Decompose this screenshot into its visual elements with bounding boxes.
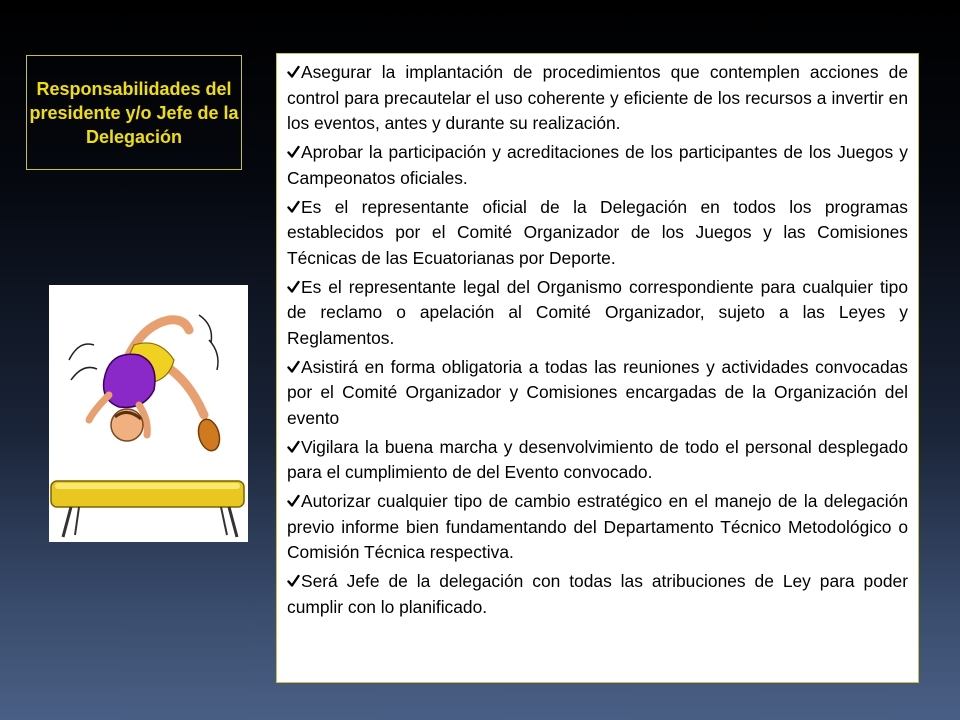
checkmark-icon [287,65,300,79]
responsibilities-panel [276,53,919,683]
bullet-text: Es el representante oficial de la Delegación en todos los programas establecidos por el Comité Organizador de los Juegos y las Comisiones Técnicas de las Ecuatorianas por Deporte. [287,196,908,268]
checkmark-icon [287,574,300,588]
checkmark-icon [287,360,300,374]
checkmark-icon [287,280,300,294]
list-item [287,355,908,432]
slide-title-box [26,55,242,170]
checkmark-icon [287,440,300,454]
list-item [287,275,908,352]
list-item [287,195,908,272]
list-item [287,569,908,620]
bullet-text: Asegurar la implantación de procedimientos que contemplen acciones de control para precautelar el uso coherente y eficiente de los recursos a invertir en los eventos, antes y durante su realización. [287,62,908,133]
gymnast-on-balance-beam-icon [49,285,248,542]
list-item [287,140,908,191]
list-item [287,435,908,486]
bullet-text: Autorizar cualquier tipo de cambio estratégico en el manejo de la delegación previo informe bien fundamentando del Departamento Técnico Metodológico o Comisión Técnica respectiva. [287,491,908,562]
gymnast-illustration [49,285,248,542]
checkmark-icon [287,494,300,508]
responsibilities-list [287,60,908,620]
bullet-text: Aprobar la participación y acreditaciones de los participantes de los Juegos y Campeonatos oficiales. [287,142,908,188]
list-item [287,60,908,137]
bullet-text: Vigilara la buena marcha y desenvolvimiento de todo el personal desplegado para el cumplimiento de del Evento convocado. [287,436,908,482]
slide-title: Responsabilidades del presidente y/o Jefe de la Delegación [29,78,239,147]
bullet-text: Asistirá en forma obligatoria a todas las reuniones y actividades convocadas por el Comité Organizador y Comisiones encargadas de la Organización del evento [287,356,908,428]
checkmark-icon [287,145,300,159]
list-item [287,489,908,566]
bullet-text: Es el representante legal del Organismo correspondiente para cualquier tipo de reclamo o apelación al Comité Organizador, sujeto a las Leyes y Reglamentos. [287,276,908,348]
bullet-text: Será Jefe de la delegación con todas las atribuciones de Ley para poder cumplir con lo planificado. [287,571,908,617]
checkmark-icon [287,200,300,214]
